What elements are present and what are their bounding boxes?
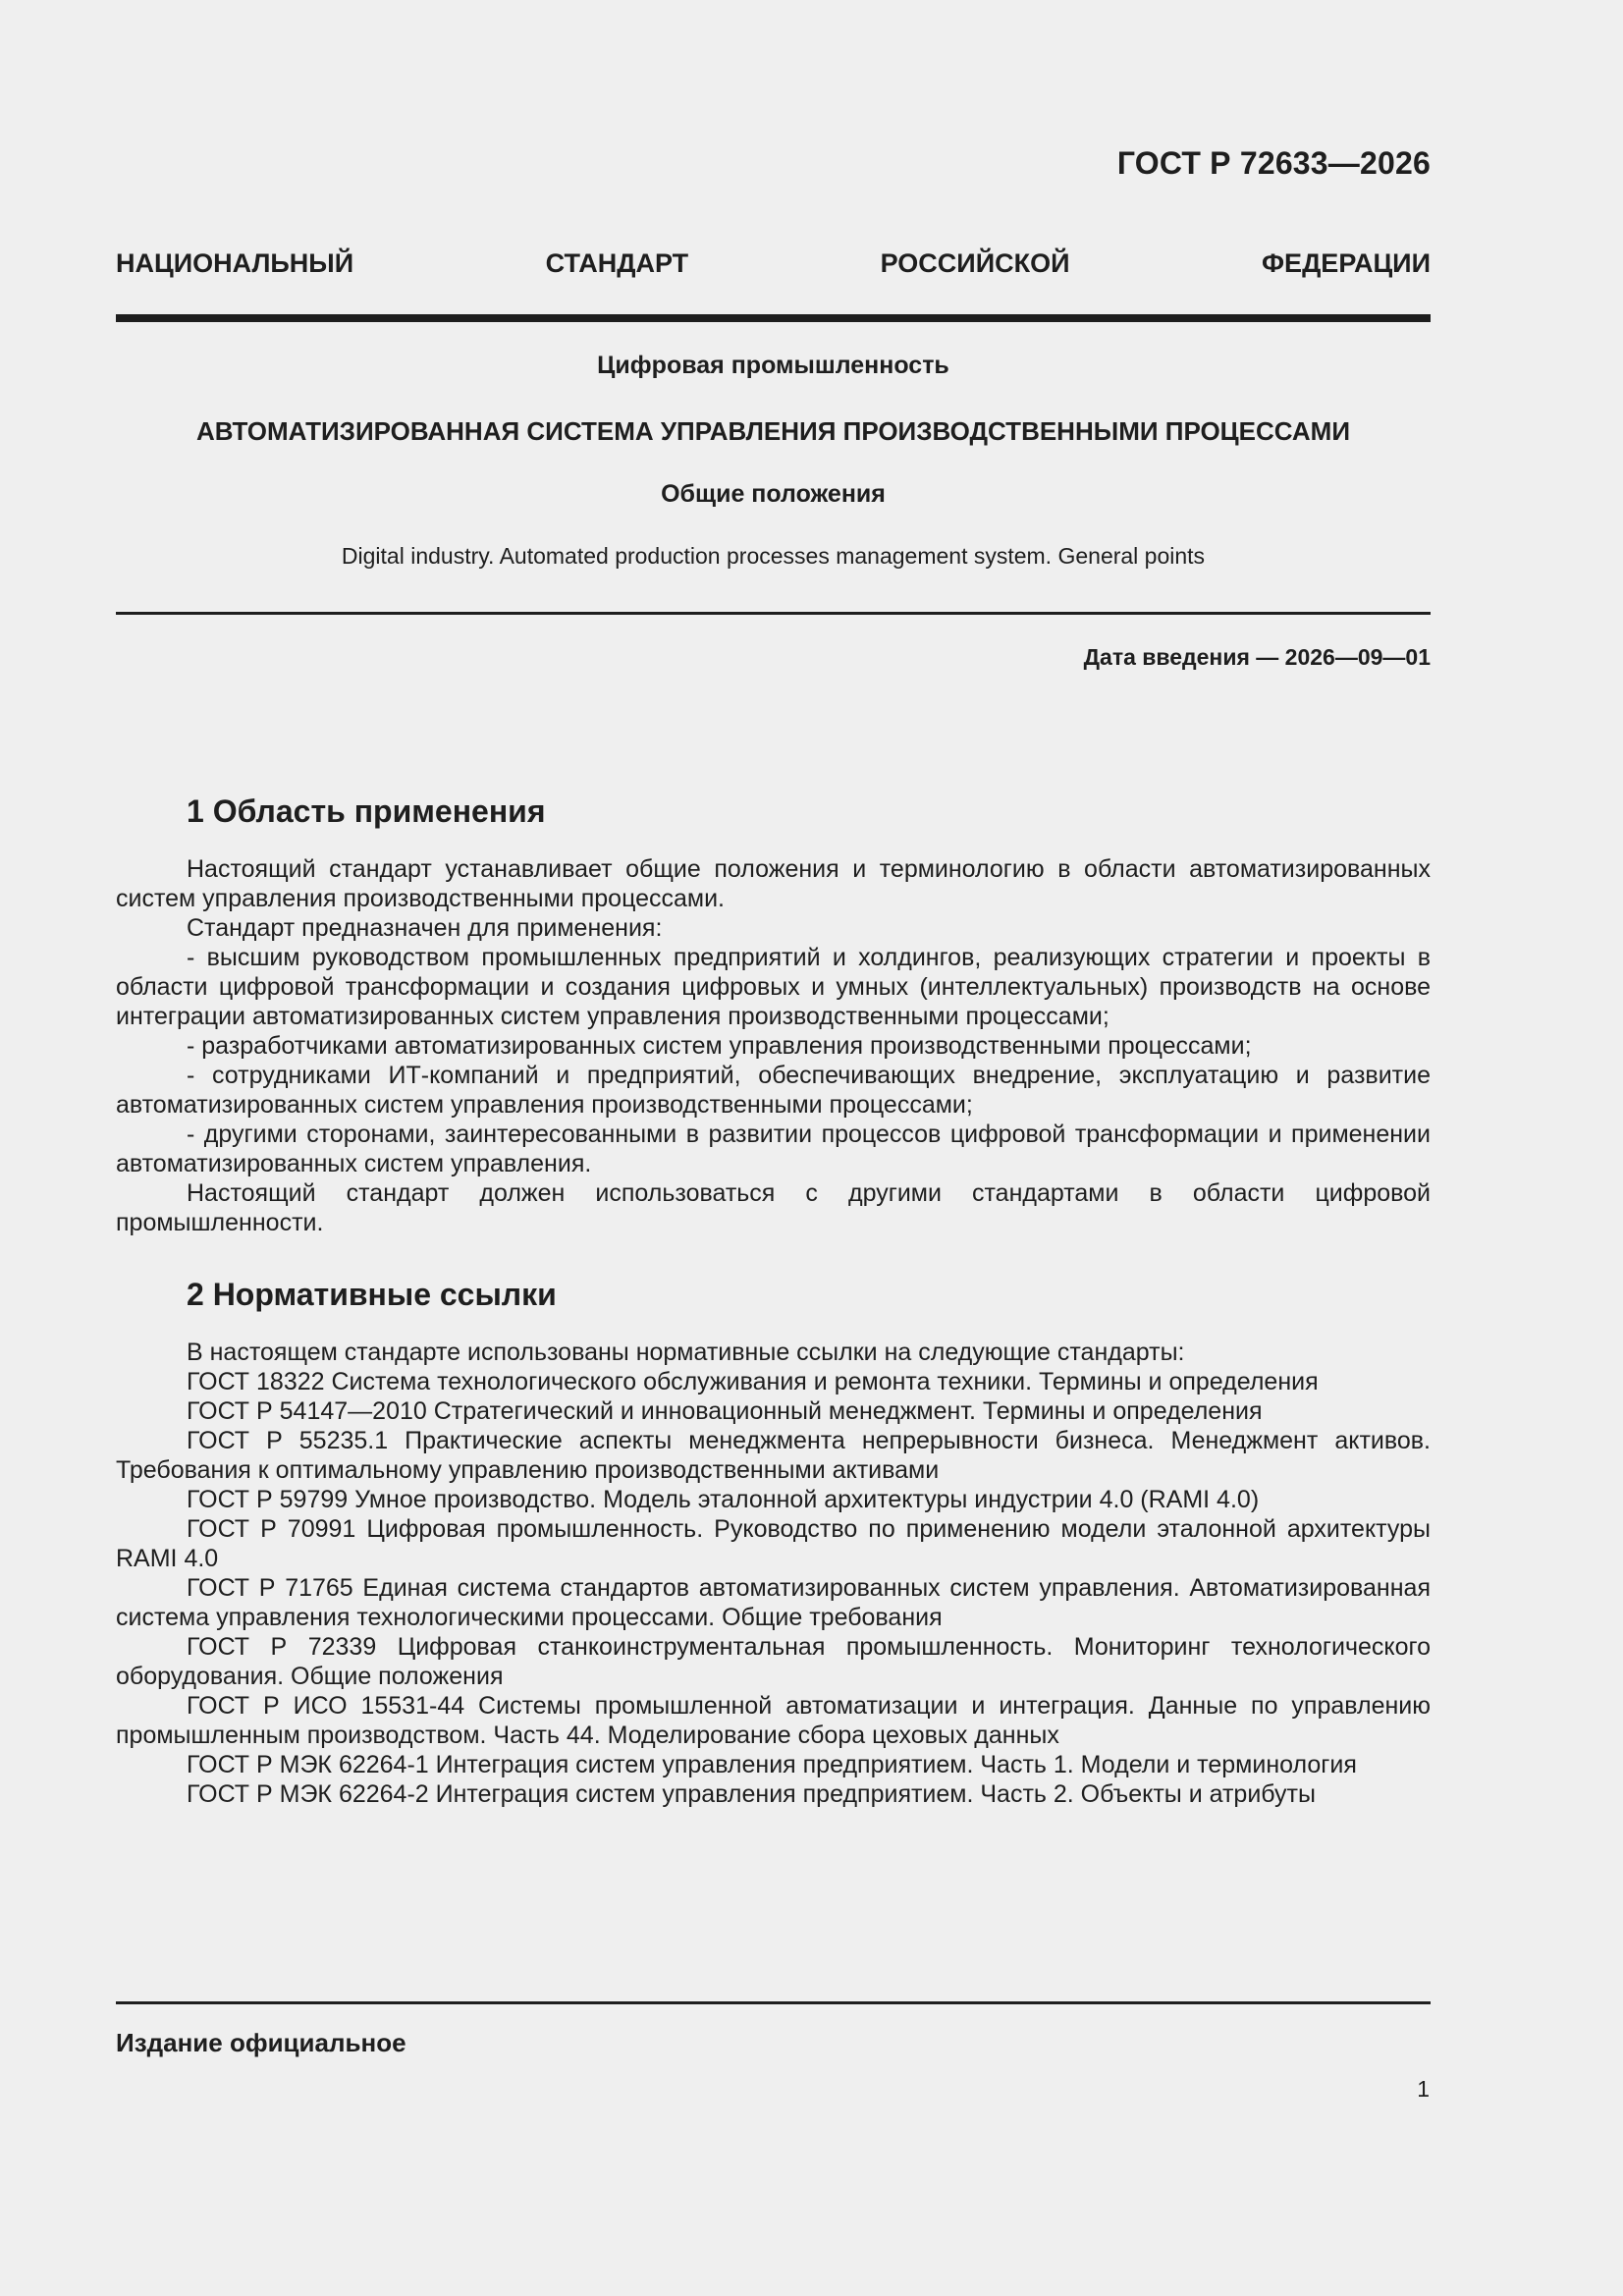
paragraph: Стандарт предназначен для применения: [187,914,663,942]
reference-item: ГОСТ Р 71765 Единая система стандартов автоматизированных систем управления. Автоматизированная система управления технологическими процессами. Общие требования [116,1574,1431,1631]
paragraph: Настоящий стандарт должен использоваться с другими стандартами в области цифровой промышленности. [116,1179,1431,1236]
reference-item: ГОСТ Р 54147—2010 Стратегический и инновационный менеджмент. Термины и определения [187,1397,1263,1425]
banner-word: ФЕДЕРАЦИИ [1262,248,1431,278]
paragraph: В настоящем стандарте использованы нормативные ссылки на следующие стандарты: [187,1339,1185,1366]
standard-number: ГОСТ Р 72633—2026 [1116,145,1431,181]
introduction-date: Дата введения — 2026—09—01 [1083,644,1431,670]
section-normative-references [116,1275,1431,1809]
document-part-title: Общие положения [661,480,886,508]
title-divider [116,612,1431,615]
reference-item: ГОСТ 18322 Система технологического обслуживания и ремонта техники. Термины и определения [187,1368,1319,1395]
reference-item: ГОСТ Р МЭК 62264-2 Интеграция систем управления предприятием. Часть 2. Объекты и атрибуты [187,1780,1316,1808]
section-scope [116,792,1431,1237]
reference-item: ГОСТ Р 55235.1 Практические аспекты менеджмента непрерывности бизнеса. Менеджмент активов. Требования к оптимальному управлению производственными активами [116,1427,1431,1484]
list-item: - разработчиками автоматизированных систем управления производственными процессами; [187,1032,1252,1060]
document-body [116,792,1431,1809]
national-standard-banner [116,248,1431,279]
reference-item: ГОСТ Р 70991 Цифровая промышленность. Руководство по применению модели эталонной архитектуры RAMI 4.0 [116,1515,1431,1572]
section-heading: 2 Нормативные ссылки [187,1277,557,1312]
header-divider-thick [116,314,1431,322]
footer-divider [116,2001,1431,2004]
section-spacer [116,1237,1431,1275]
document-title: АВТОМАТИЗИРОВАННАЯ СИСТЕМА УПРАВЛЕНИЯ ПРОИЗВОДСТВЕННЫМИ ПРОЦЕССАМИ [195,416,1351,446]
official-edition-label: Издание официальное [116,2028,406,2057]
banner-word: НАЦИОНАЛЬНЫЙ [116,248,354,278]
english-title: Digital industry. Automated production processes management system. General points [341,543,1206,569]
reference-item: ГОСТ Р МЭК 62264-1 Интеграция систем управления предприятием. Часть 1. Модели и терминология [187,1751,1357,1778]
page-number: 1 [1417,2076,1430,2102]
banner-word: РОССИЙСКОЙ [880,248,1070,278]
document-subtitle: Цифровая промышленность [597,352,949,379]
list-item: - другими сторонами, заинтересованными в развитии процессов цифровой трансформации и применении автоматизированных систем управления. [116,1121,1431,1177]
banner-word: СТАНДАРТ [545,248,689,278]
list-item: - сотрудниками ИТ-компаний и предприятий, обеспечивающих внедрение, эксплуатацию и развитие автоматизированных систем управления производственными процессами; [116,1062,1431,1119]
reference-item: ГОСТ Р 72339 Цифровая станкоинструментальная промышленность. Мониторинг технологического оборудования. Общие положения [116,1633,1431,1690]
reference-item: ГОСТ Р 59799 Умное производство. Модель эталонной архитектуры индустрии 4.0 (RAMI 4.0) [187,1486,1260,1513]
paragraph: Настоящий стандарт устанавливает общие положения и терминологию в области автоматизированных систем управления производственными процессами. [116,855,1431,912]
section-heading: 1 Область применения [187,793,546,829]
list-item: - высшим руководством промышленных предприятий и холдингов, реализующих стратегии и проекты в области цифровой трансформации и создания цифровых и умных (интеллектуальных) производств на основе интеграции автоматизированных систем управления производственными процессами; [116,944,1431,1030]
reference-item: ГОСТ Р ИСО 15531-44 Системы промышленной автоматизации и интеграция. Данные по управлению промышленным производством. Часть 44. Моделирование сбора цеховых данных [116,1692,1431,1749]
